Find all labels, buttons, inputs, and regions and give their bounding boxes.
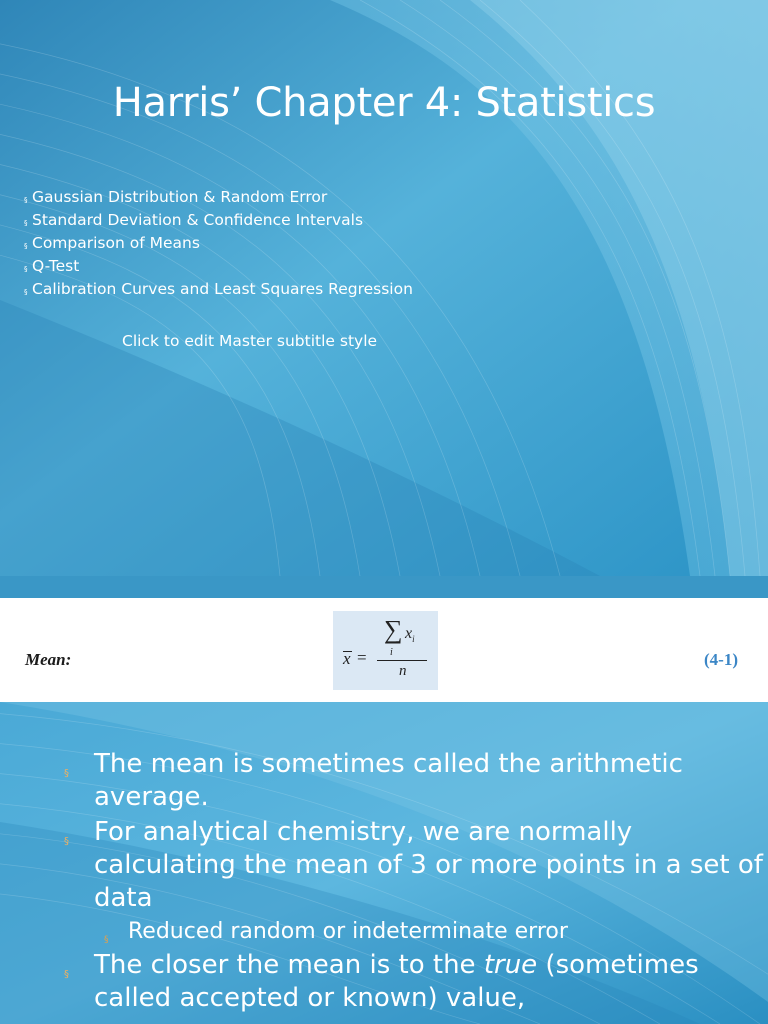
list-item: § The mean is sometimes called the arithmetic average. <box>64 749 683 812</box>
mean-formula <box>333 611 438 690</box>
bullet-marker-icon: § <box>24 196 28 204</box>
topic-item: § Standard Deviation & Confidence Intervals <box>24 209 413 232</box>
list-subitem: § Reduced random or indeterminate error <box>0 917 768 947</box>
bullet-marker-icon: § <box>64 969 69 980</box>
subtitle-placeholder[interactable]: Click to edit Master subtitle style <box>122 332 378 350</box>
formula-numerator: $x_i$ <box>405 625 415 645</box>
bullet-marker-icon: § <box>24 219 28 227</box>
bullet-marker-icon: § <box>64 836 69 847</box>
bullet-marker-icon: § <box>24 288 28 296</box>
bullet-marker-icon: § <box>24 242 28 250</box>
formula-xbar: x <box>343 649 351 668</box>
topic-item: § Q-Test <box>24 255 413 278</box>
fraction-bar <box>377 660 427 661</box>
bullet-marker-icon: § <box>64 768 69 779</box>
mean-label: Mean: <box>25 650 72 669</box>
list-item: § For analytical chemistry, we are normally calculating the mean of 3 or more points in a set of data <box>64 817 763 913</box>
slide-separator <box>0 576 768 598</box>
sigma-icon: ∑ <box>384 615 403 644</box>
slide-title: Harris’ Chapter 4: Statistics <box>112 80 656 126</box>
formula-index: i <box>390 647 393 658</box>
list-item: § The closer the mean is to the true (sometimes called accepted or known) value, <box>64 950 699 1013</box>
topic-item: § Calibration Curves and Least Squares Regression <box>24 278 413 301</box>
bullet-marker-icon: § <box>104 935 109 945</box>
content-bullets <box>0 748 768 1017</box>
bullet-marker-icon: § <box>24 265 28 273</box>
topic-item: § Gaussian Distribution & Random Error <box>24 186 413 209</box>
emphasis-text: true <box>483 950 538 980</box>
content-slide <box>0 702 768 1024</box>
topic-list <box>24 186 413 301</box>
topic-item: § Comparison of Means <box>24 232 413 255</box>
equation-number: (4-1) <box>704 650 738 669</box>
formula-denominator: n <box>399 663 407 679</box>
formula-equals: = <box>357 648 367 667</box>
